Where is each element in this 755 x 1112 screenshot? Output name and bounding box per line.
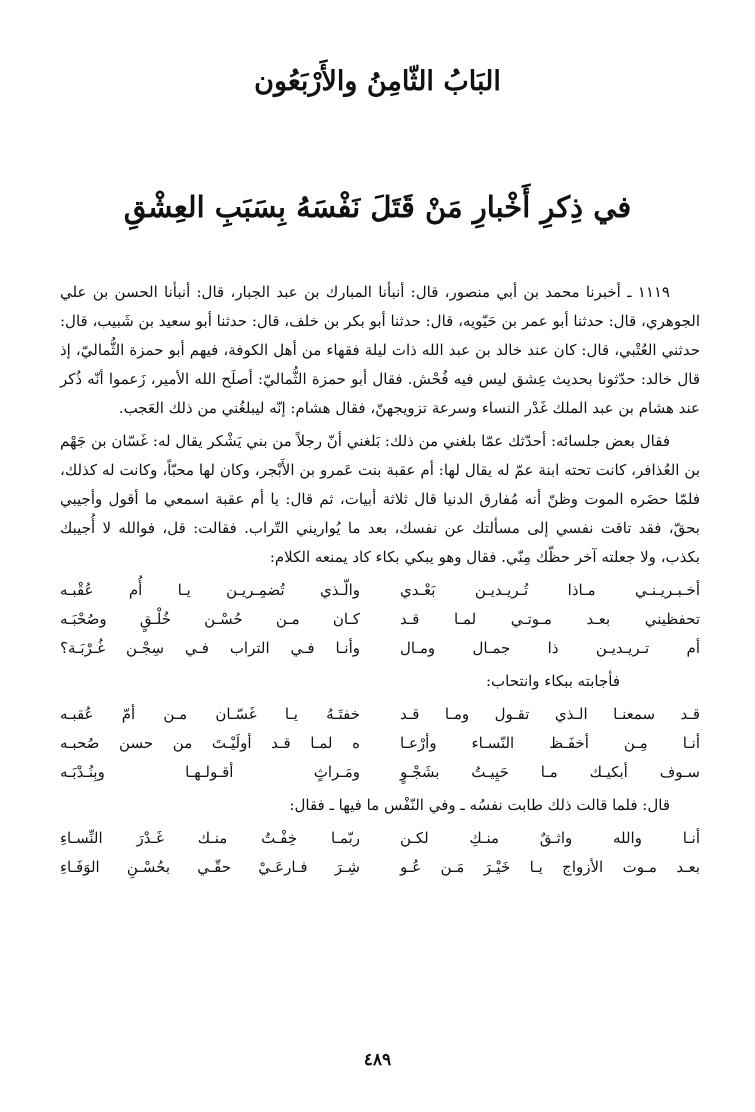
second-hemistich: والّـذي تُضمِـريـن يـا أُم عُقْبـه bbox=[60, 581, 360, 599]
first-hemistich: أخـبـريـنـي مـاذا تُـريـديـن بَعْـدي bbox=[400, 581, 700, 599]
first-hemistich: بعـد مـوت الأزواج يـا خَيْـرَ مَـن عُـو bbox=[400, 858, 700, 876]
paragraph-3: قال: فلما قالت ذلك طابت نفسُه ـ وفي النّفْس ما فيها ـ فقال: bbox=[289, 796, 670, 814]
first-hemistich: أنـا مِـن أخفَـظ النّسـاء وأرْعـا bbox=[400, 734, 700, 752]
main-text bbox=[60, 278, 700, 886]
poem-1 bbox=[60, 576, 700, 663]
section-title: في ذِكرِ أَخْبارِ مَنْ قَتَلَ نَفْسَهُ بِسَبَبِ العِشْقِ bbox=[123, 190, 632, 224]
first-hemistich: أم تـريـديـن ذا جمـال ومـال bbox=[400, 639, 700, 657]
verse-line bbox=[60, 634, 700, 663]
first-hemistich: سـوف أبكيـك مـا حَيِيـتُ بشَجْـوٍ bbox=[400, 763, 700, 781]
second-hemistich: ومَـراثٍ أقـولـهـا وبِنُـدْبَـه bbox=[60, 763, 360, 781]
first-hemistich: قـد سمعنـا الـذي تقـول ومـا قـد bbox=[400, 705, 700, 723]
second-hemistich: شِـرَ فـارعَـيْ حقّـي بحُسْـنِ الوَفَـاءِ bbox=[60, 858, 360, 876]
second-hemistich: ربّمـا خِفْـتُ منـك غَـدْرَ النِّسـاءِ bbox=[60, 829, 360, 847]
second-hemistich: خفتَـهُ يـا غَسّـان مـن أمّ عُقبـه bbox=[60, 705, 360, 723]
paragraph-1: ١١١٩ ـ أخبرنا محمد بن أبي منصور، قال: أنبأنا المبارك بن عبد الجبار، قال: أنبأنا الحسن بن علي الجوهري، قال: حدثنا أبو عمر بن حَيّويه، قال: حدثنا أبو بكر بن خلف، قال: حدثنا أبو سعيد بن شَبيب، قال: حدثني العُتْبي، قال: كان عند خالد بن عبد الله ذات ليلة فقهاء من أهل الكوفة، فيهم أبو حمزة الثُّماليّ، إذ قال خالد: حدّثونا بحديث عِشق ليس فيه فُحْش. فقال أبو حمزة الثُّماليّ: أصلَح الله الأمير، زَعموا أنّه ذُكر عند هشام بن عبد الملك غَدْر النساء وسرعة تزويجهنّ، فقال هشام: إنّه ليبلغُني من ذلك العَجب. bbox=[60, 283, 700, 417]
poem-2 bbox=[60, 700, 700, 787]
verse-line bbox=[60, 758, 700, 787]
verse-line bbox=[60, 853, 700, 882]
second-hemistich: ه لمـا قـد أولَيْـتَ من حسن صُحبـه bbox=[60, 734, 360, 752]
first-hemistich: أنـا والله واثـقٌ منـكِ لكـن bbox=[400, 829, 700, 847]
verse-line bbox=[60, 824, 700, 853]
first-hemistich: تحفظيني بعـد مـوتـي لمـا قـد bbox=[400, 610, 700, 628]
second-hemistich: كـان مـن حُسْـن خُلْـقٍ وصُحْبَـه bbox=[60, 610, 360, 628]
verse-line bbox=[60, 700, 700, 729]
verse-line bbox=[60, 605, 700, 634]
verse-line bbox=[60, 729, 700, 758]
chapter-title: البَابُ الثّامِنُ والأَرْبَعُون bbox=[254, 66, 501, 97]
poem-3 bbox=[60, 824, 700, 882]
page-number: ٤٨٩ bbox=[363, 1050, 392, 1070]
second-hemistich: وأنـا فـي التراب فـي سِجْـن غُـرْبَـة؟ bbox=[60, 639, 360, 657]
poem-intro: فأجابته ببكاء وانتحاب: bbox=[485, 672, 620, 690]
paragraph-2: فقال بعض جلسائه: أحدّثك عمّا بلغني من ذلك: بَلغني أنّ رجلاً من بني يَشْكر يقال له: غَسّان بن جَهْم بن العُذافر، كانت تحته ابنة عمّ له يقال لها: أم عقبة بنت عَمرو بن الأَبْجر، وكان لها محبّاً، وكانت له كذلك، فلمّا حضَره الموت وظنّ أنه مُفارق الدنيا قال ثلاثة أبيات، ثم قال: يا أم عقبة اسمعي ما أقول وأجيبي بحقّ، فقد تاقت نفسي إلى مسألتك عن نفسك، بعد ما يُواريني التّراب. فقالت: قل، فوالله لا أُجيبك بكذب، ولا جعلته آخر حظّك مِنّي. فقال وهو يبكي بكاء كاد يمنعه الكلام: bbox=[60, 432, 700, 566]
verse-line bbox=[60, 576, 700, 605]
